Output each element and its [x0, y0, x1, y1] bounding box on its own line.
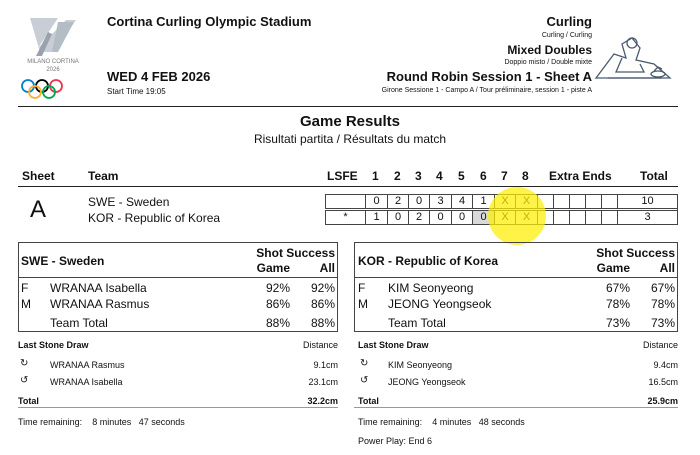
lsd-total-distance: 32.2cm	[307, 396, 338, 406]
col-header-lsfe: LSFE	[327, 169, 358, 183]
lsd-total-label: Total	[358, 396, 379, 406]
extra-end-cell	[601, 211, 617, 224]
player-all-pct: 86%	[310, 297, 335, 311]
end-score: 0	[451, 211, 472, 224]
player-all-pct: 92%	[310, 281, 335, 295]
start-time: Start Time 19:05	[107, 87, 166, 96]
lsd-distance: 16.5cm	[648, 377, 678, 387]
shot-success-col-all: All	[319, 261, 335, 275]
team-total-game-pct: 88%	[265, 316, 290, 330]
box-divider	[354, 277, 678, 278]
logo-text-line1: MILANO CORTINA	[27, 59, 79, 65]
player-name: JEONG Yeongseok	[388, 297, 492, 311]
player-game-pct: 78%	[605, 297, 630, 311]
counter-clockwise-rotation-icon: ↺	[360, 375, 369, 386]
player-name: WRANAA Rasmus	[50, 297, 150, 311]
team-total-label: Team Total	[50, 316, 108, 330]
extra-end-cell	[553, 195, 569, 208]
box-divider	[18, 277, 338, 278]
col-header-extra-ends: Extra Ends	[549, 169, 612, 183]
round-subtitle: Girone Sessione 1 - Campo A / Tour préliminaire, session 1 - piste A	[381, 87, 592, 94]
sheet-letter: A	[30, 196, 47, 223]
total-score-swe: 10	[617, 195, 677, 208]
team-name-kor: KOR - Republic of Korea	[88, 211, 221, 225]
time-remaining-kor: Time remaining: 4 minutes 48 seconds	[358, 417, 525, 427]
total-score-kor: 3	[617, 211, 677, 224]
logo-text-line2: 2026	[46, 67, 60, 73]
lsd-distance: 23.1cm	[308, 377, 338, 387]
header-divider	[18, 106, 678, 107]
shot-success-col-game: Game	[256, 261, 290, 275]
shot-success-header: Shot Success	[256, 246, 335, 260]
extra-end-cell	[601, 195, 617, 208]
lsd-player-name: KIM Seonyeong	[388, 360, 453, 370]
end-score: 2	[387, 195, 408, 208]
event-date: WED 4 FEB 2026	[107, 69, 211, 84]
extra-end-cell	[585, 211, 601, 224]
player-name: KIM Seonyeong	[388, 281, 474, 295]
shot-success-col-game: Game	[596, 261, 630, 275]
end-score: 1	[472, 195, 494, 208]
sport-name: Curling	[546, 14, 592, 29]
lsd-player-name: WRANAA Rasmus	[50, 360, 125, 370]
player-game-pct: 86%	[265, 297, 290, 311]
lsd-distance-header: Distance	[642, 340, 678, 350]
team-total-label: Team Total	[388, 316, 446, 330]
end-score: 0	[408, 195, 429, 208]
player-position: M	[358, 297, 368, 311]
lsfe-cell-swe	[325, 195, 365, 208]
col-header-end-3: 3	[415, 169, 422, 183]
highlight-marker	[488, 187, 546, 245]
player-position: F	[358, 281, 366, 295]
venue-name: Cortina Curling Olympic Stadium	[107, 14, 312, 29]
end-score: 3	[429, 195, 451, 208]
clockwise-rotation-icon: ↻	[360, 358, 369, 369]
player-all-pct: 67%	[650, 281, 675, 295]
end-score: 0	[387, 211, 408, 224]
lsd-total-distance: 25.9cm	[647, 396, 678, 406]
lsd-distance: 9.4cm	[653, 360, 678, 370]
col-header-team: Team	[88, 169, 119, 183]
team-total-all-pct: 88%	[310, 316, 335, 330]
lsfe-cell-kor: *	[325, 211, 365, 224]
col-header-end-6: 6	[480, 169, 487, 183]
lsd-divider	[354, 407, 678, 408]
counter-clockwise-rotation-icon: ↺	[20, 375, 29, 386]
extra-end-cell	[585, 195, 601, 208]
event-subtitle: Doppio misto / Double mixte	[504, 59, 592, 66]
end-score-power-play: 0	[472, 211, 494, 224]
player-all-pct: 78%	[650, 297, 675, 311]
player-game-pct: 92%	[265, 281, 290, 295]
col-header-end-8: 8	[522, 169, 529, 183]
sport-subtitle: Curling / Curling	[541, 32, 592, 39]
clockwise-rotation-icon: ↻	[20, 358, 29, 369]
end-score: 0	[365, 195, 387, 208]
lsd-title: Last Stone Draw	[358, 340, 429, 350]
page-subtitle: Risultati partita / Résultats du match	[253, 132, 447, 146]
col-header-end-5: 5	[458, 169, 465, 183]
lsd-divider	[18, 407, 338, 408]
round-name: Round Robin Session 1 - Sheet A	[386, 69, 592, 84]
player-name: WRANAA Isabella	[50, 281, 147, 295]
lsd-distance-header: Distance	[302, 340, 338, 350]
end-score: 2	[408, 211, 429, 224]
page-title: Game Results	[299, 113, 401, 130]
event-name: Mixed Doubles	[507, 43, 592, 57]
col-header-end-2: 2	[394, 169, 401, 183]
col-header-total: Total	[640, 169, 668, 183]
extra-end-cell	[553, 211, 569, 224]
time-remaining-swe: Time remaining: 8 minutes 47 seconds	[18, 417, 185, 427]
milano-cortina-2026-logo-icon	[18, 12, 88, 100]
col-header-end-7: 7	[501, 169, 508, 183]
shot-success-col-all: All	[659, 261, 675, 275]
team-total-game-pct: 73%	[605, 316, 630, 330]
team-total-all-pct: 73%	[650, 316, 675, 330]
team-name-swe: SWE - Sweden	[88, 195, 170, 209]
col-header-end-1: 1	[372, 169, 379, 183]
end-score: 4	[451, 195, 472, 208]
lsd-player-name: WRANAA Isabella	[50, 377, 123, 387]
curling-pictogram-icon	[592, 34, 674, 88]
player-position: M	[21, 297, 31, 311]
lsd-total-label: Total	[18, 396, 39, 406]
power-play-note: Power Play: End 6	[358, 436, 433, 446]
col-header-end-4: 4	[436, 169, 443, 183]
end-score: 1	[365, 211, 387, 224]
extra-end-cell	[569, 211, 585, 224]
lsd-title: Last Stone Draw	[18, 340, 89, 350]
extra-end-cell	[569, 195, 585, 208]
grid-line	[676, 194, 678, 225]
shot-success-team-swe: SWE - Sweden	[21, 254, 105, 268]
player-game-pct: 67%	[605, 281, 630, 295]
scoreboard-divider	[18, 186, 678, 187]
player-position: F	[21, 281, 29, 295]
end-score: 0	[429, 211, 451, 224]
shot-success-header: Shot Success	[596, 246, 675, 260]
lsd-distance: 9.1cm	[313, 360, 338, 370]
milano-cortina-logo	[18, 12, 88, 100]
shot-success-team-kor: KOR - Republic of Korea	[358, 254, 499, 268]
lsd-player-name: JEONG Yeongseok	[388, 377, 466, 387]
col-header-sheet: Sheet	[22, 169, 55, 183]
